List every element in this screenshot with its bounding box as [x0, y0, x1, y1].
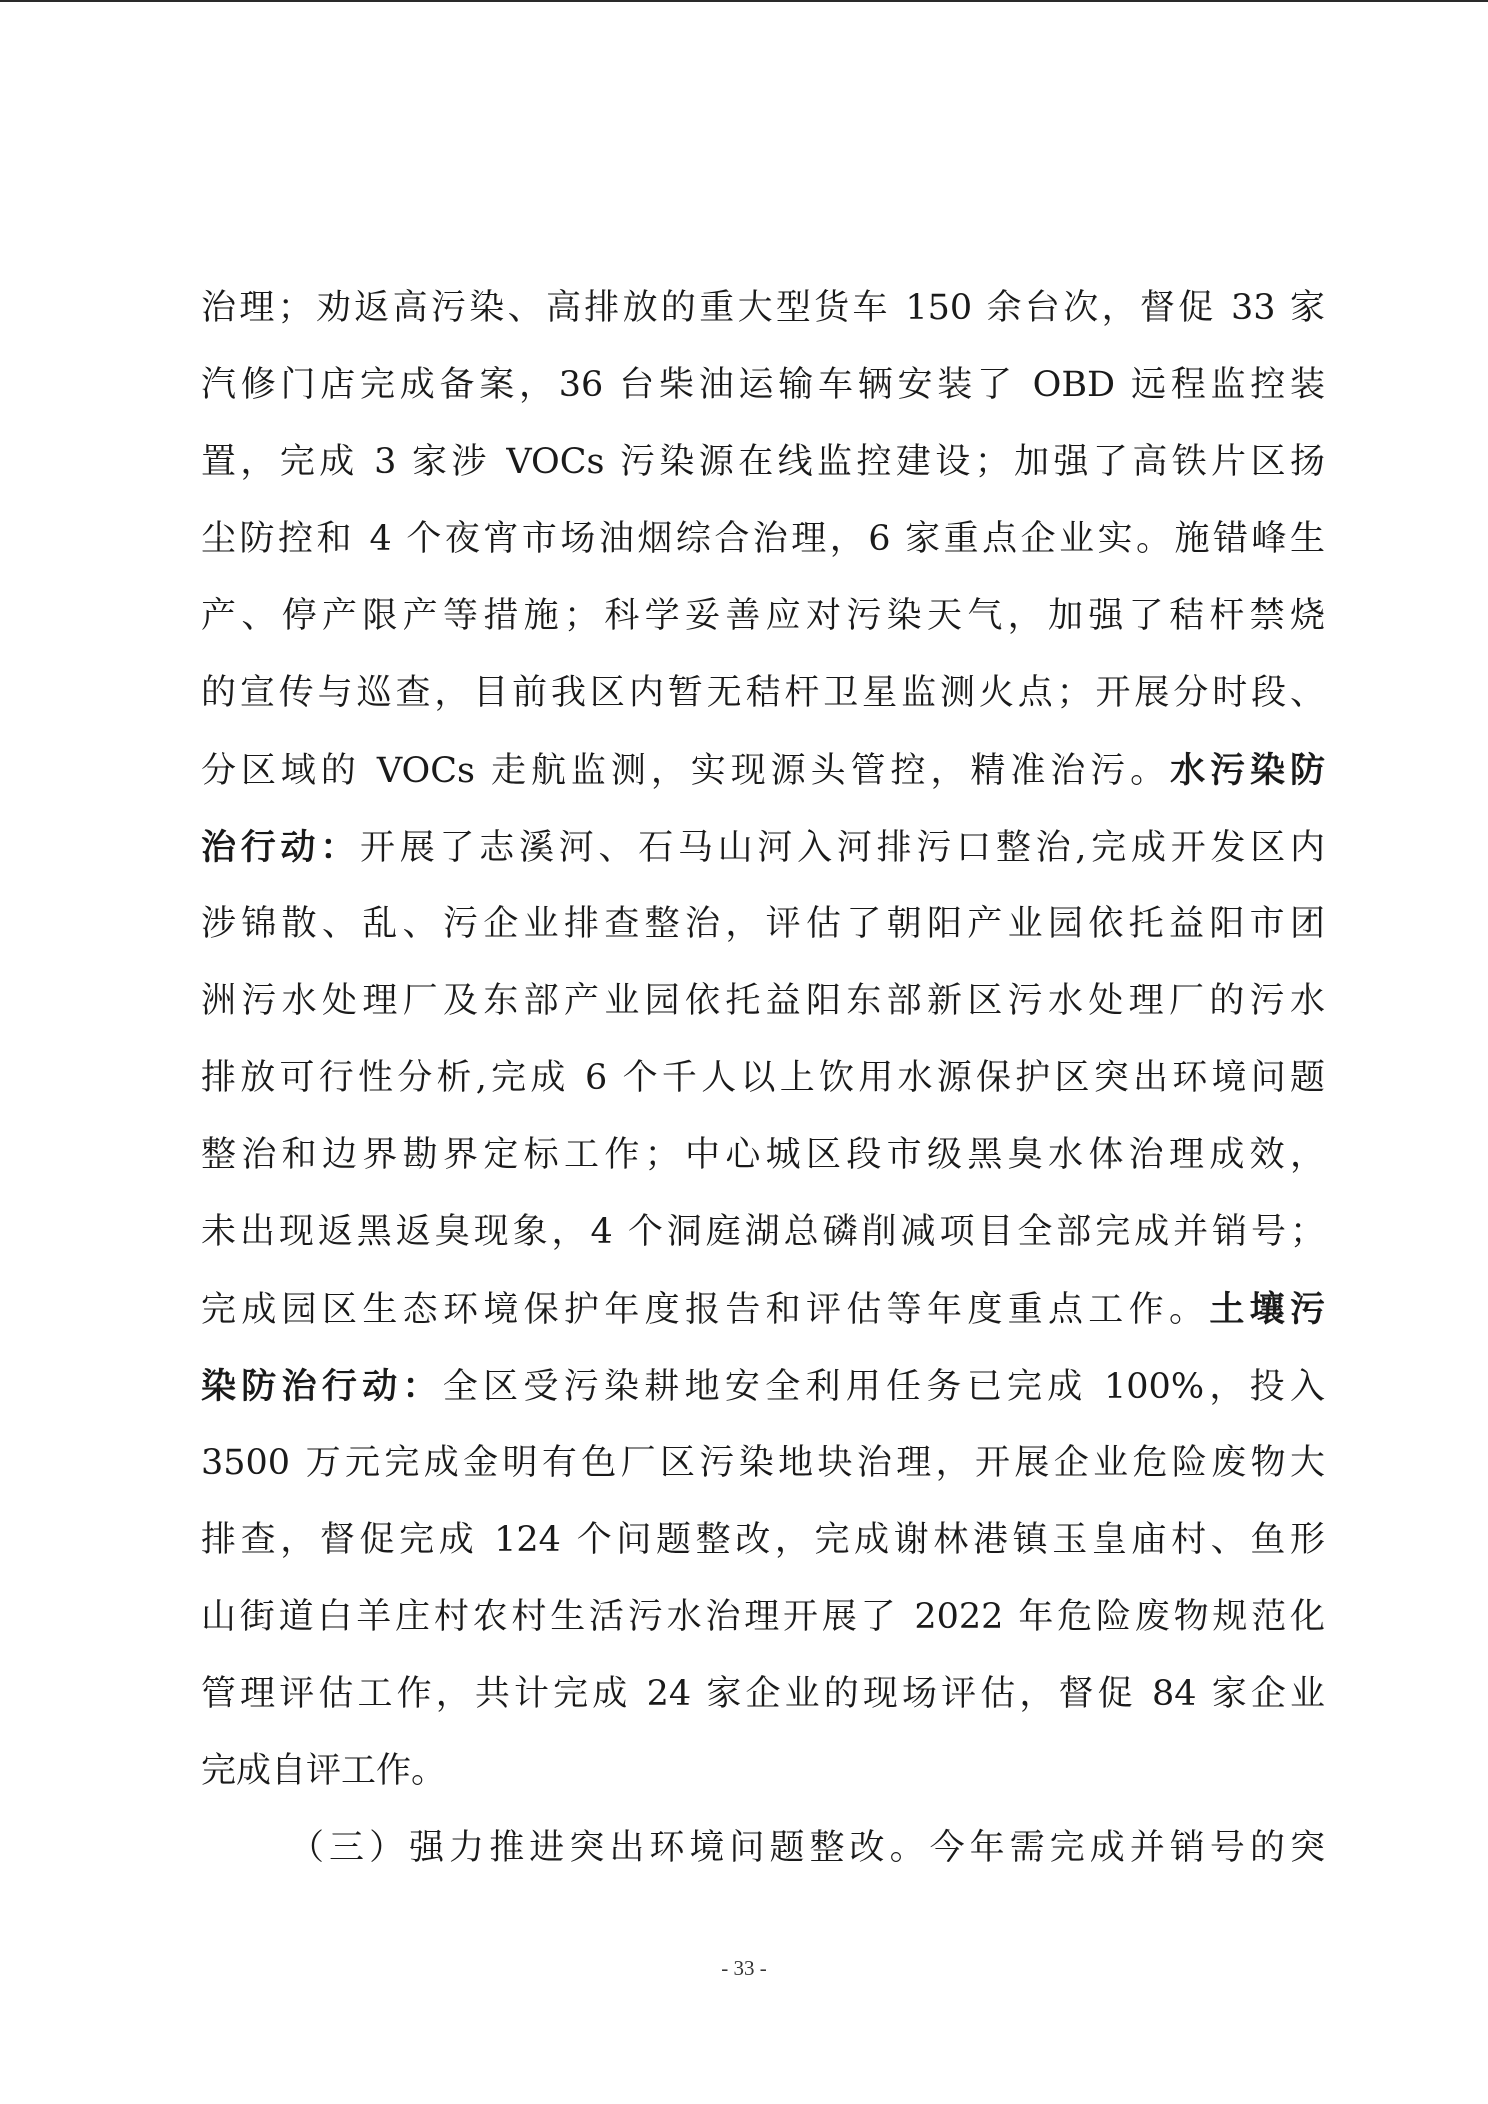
text-segment: 全区受污染耕地安全利用任务已完成 100%，投入 [442, 1367, 1325, 1407]
text-line: 汽修门店完成备案，36 台柴油运输车辆安装了 OBD 远程监控装 [201, 365, 1325, 405]
text-line [201, 1283, 1325, 1360]
text-line: 未出现返黑返臭现象，4 个洞庭湖总磷削减项目全部完成并销号； [201, 1212, 1325, 1252]
text-line: 治理；劝返高污染、高排放的重大型货车 150 余台次，督促 33 家 [201, 288, 1325, 328]
text-line: 洲污水处理厂及东部产业园依托益阳东部新区污水处理厂的污水 [201, 981, 1325, 1021]
text-line: 整治和边界勘界定标工作；中心城区段市级黑臭水体治理成效， [201, 1135, 1325, 1175]
text-line [201, 744, 1325, 821]
top-border-line [0, 0, 1488, 2]
soil-heading: 土壤污 [1209, 1289, 1325, 1330]
text-line: 的宣传与巡查，目前我区内暂无秸杆卫星监测火点；开展分时段、 [201, 673, 1325, 713]
text-line: 尘防控和 4 个夜宵市场油烟综合治理，6 家重点企业实。施错峰生 [201, 519, 1325, 559]
text-line: 排放可行性分析,完成 6 个千人以上饮用水源保护区突出环境问题 [201, 1058, 1325, 1098]
text-line: 置，完成 3 家涉 VOCs 污染源在线监控建设；加强了高铁片区扬 [201, 442, 1325, 482]
text-line [201, 821, 1325, 898]
text-line: 完成自评工作。 [201, 1751, 447, 1791]
text-line: 排查，督促完成 124 个问题整改，完成谢林港镇玉皇庙村、鱼形 [201, 1520, 1325, 1560]
text-line: 3500 万元完成金明有色厂区污染地块治理，开展企业危险废物大 [201, 1443, 1325, 1483]
water-heading: 水污染防 [1170, 750, 1325, 791]
body-text [201, 282, 1325, 1899]
page-number: - 33 - [721, 1956, 767, 1980]
text-line [201, 1360, 1325, 1437]
section-three-heading: （三）强力推进突出环境问题整改。今年需完成并销号的突 [289, 1828, 1325, 1868]
text-line: 管理评估工作，共计完成 24 家企业的现场评估，督促 84 家企业 [201, 1674, 1325, 1714]
text-line: 产、停产限产等措施；科学妥善应对污染天气，加强了秸杆禁烧 [201, 596, 1325, 636]
water-heading-continued: 治行动： [201, 827, 360, 868]
text-line: 涉锦散、乱、污企业排查整治，评估了朝阳产业园依托益阳市团 [201, 904, 1325, 944]
text-segment: 完成园区生态环境保护年度报告和评估等年度重点工作。 [201, 1290, 1210, 1330]
text-segment: 分区域的 VOCs 走航监测，实现源头管控，精准治污。 [201, 751, 1171, 791]
text-line: 山街道白羊庄村农村生活污水治理开展了 2022 年危险废物规范化 [201, 1597, 1325, 1637]
text-segment: 开展了志溪河、石马山河入河排污口整治,完成开发区内 [359, 828, 1325, 868]
soil-heading-continued: 染防治行动： [201, 1366, 443, 1407]
